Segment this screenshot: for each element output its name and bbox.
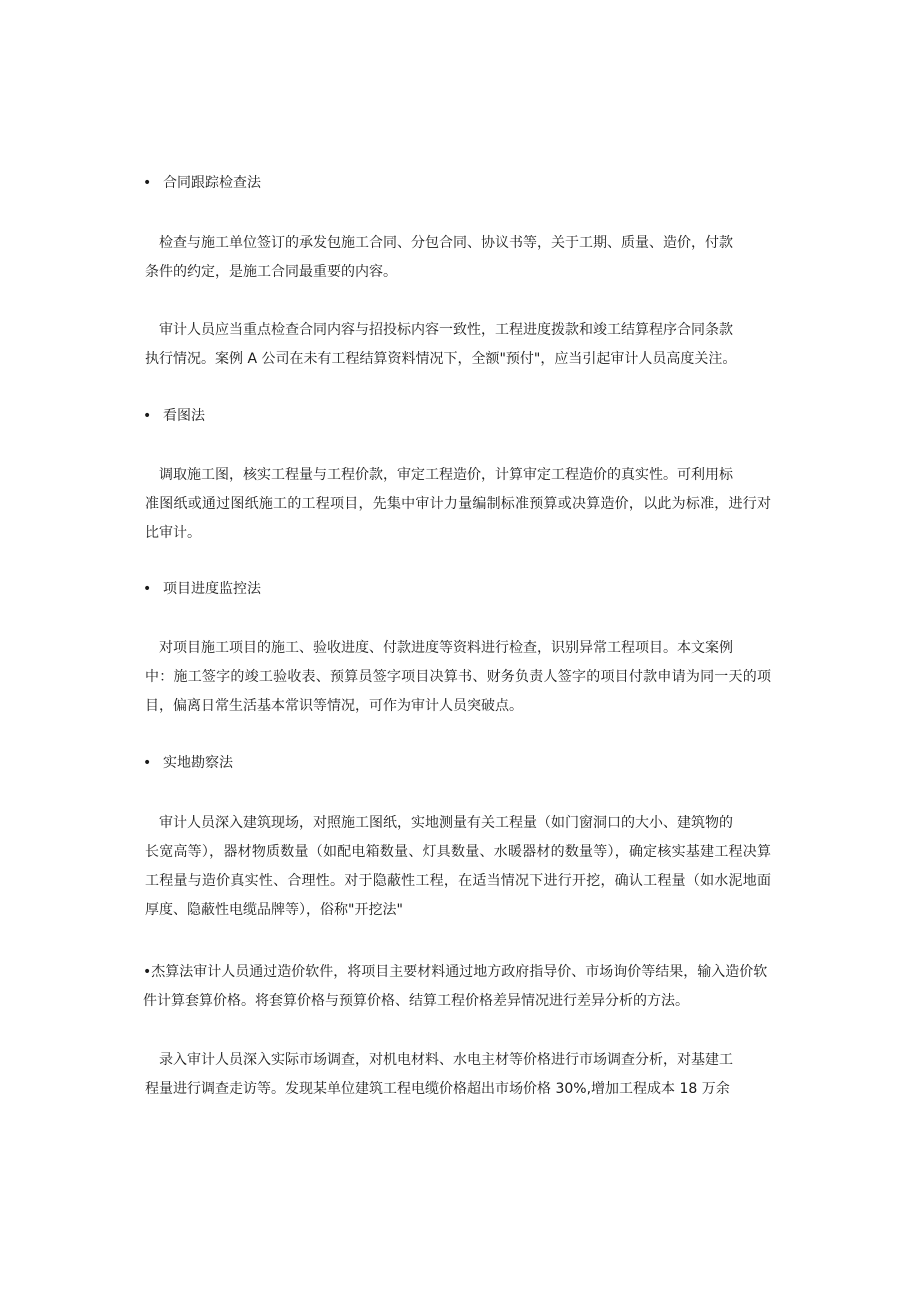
paragraph-calculation-method: •杰算法审计人员通过造价软件，将项目主要材料通过地方政府指导价、市场询价等结果，输入造价软件计算套算价格。将套算价格与预算价格、结算工程价格差异情况进行差异分析的方法。 <box>143 964 768 1009</box>
bullet-icon: • <box>143 408 152 424</box>
paragraph <box>145 634 771 721</box>
paragraph-line: 中：施工签字的竣工验收表、预算员签字项目决算书、财务负责人签字的项目付款申请为同一天的项目，偏离日常生活基本常识等情况，可作为审计人员突破点。 <box>145 669 771 714</box>
paragraph-line: 对项目施工项目的施工、验收进度、付款进度等资料进行检查，识别异常工程项目。本文案例 <box>159 640 733 656</box>
paragraph-line: 条件的约定，是施工合同最重要的内容。 <box>145 264 397 280</box>
paragraph-line: 检查与施工单位签订的承发包施工合同、分包合同、协议书等，关于工期、质量、造价，付款 <box>159 235 733 251</box>
paragraph <box>145 229 771 287</box>
bullet-icon: • <box>143 581 152 597</box>
paragraph <box>145 316 771 374</box>
paragraph-line: 调取施工图，核实工程量与工程价款，审定工程造价，计算审定工程造价的真实性。可利用标 <box>159 467 733 483</box>
heading-text: 看图法 <box>163 408 205 424</box>
paragraph-line: 准图纸或通过图纸施工的工程项目，先集中审计力量编制标准预算或决算造价，以此为标准，进行对比审计。 <box>145 496 771 541</box>
paragraph-line: 程量进行调查走访等。发现某单位建筑工程电缆价格超出市场价格 30%,增加工程成本 18 万余 <box>145 1081 730 1097</box>
bullet-icon: • <box>143 755 152 771</box>
paragraph-line: 执行情况。案例 A 公司在未有工程结算资料情况下，全额"预付"，应当引起审计人员高度关注。 <box>145 351 737 367</box>
section-heading-site-survey <box>143 753 233 773</box>
heading-text: 实地勘察法 <box>163 755 233 771</box>
paragraph <box>145 809 771 925</box>
bullet-icon: • <box>143 175 152 191</box>
section-heading-contract-tracking <box>143 173 261 193</box>
paragraph-line: 审计人员深入建筑现场，对照施工图纸，实地测量有关工程量（如门窗洞口的大小、建筑物的 <box>159 815 733 831</box>
paragraph-line: 审计人员应当重点检查合同内容与招投标内容一致性，工程进度拨款和竣工结算程序合同条款 <box>159 322 733 338</box>
section-heading-drawing <box>143 406 205 426</box>
heading-text: 项目进度监控法 <box>163 581 261 597</box>
paragraph-line: 录入审计人员深入实际市场调查，对机电材料、水电主材等价格进行市场调查分析，对基建工 <box>159 1052 733 1068</box>
section-heading-progress-monitoring <box>143 579 261 599</box>
paragraph <box>145 1046 771 1104</box>
paragraph-line: 长宽高等），器材物质数量（如配电箱数量、灯具数量、水暖器材的数量等），确定核实基建工程决算工程量与造价真实性、合理性。对于隐蔽性工程，在适当情况下进行开挖，确认工程量（如水泥地面厚度、隐蔽性电缆品牌等），俗称"开挖法" <box>145 844 771 918</box>
heading-text: 合同跟踪检查法 <box>163 175 261 191</box>
paragraph <box>145 461 771 548</box>
